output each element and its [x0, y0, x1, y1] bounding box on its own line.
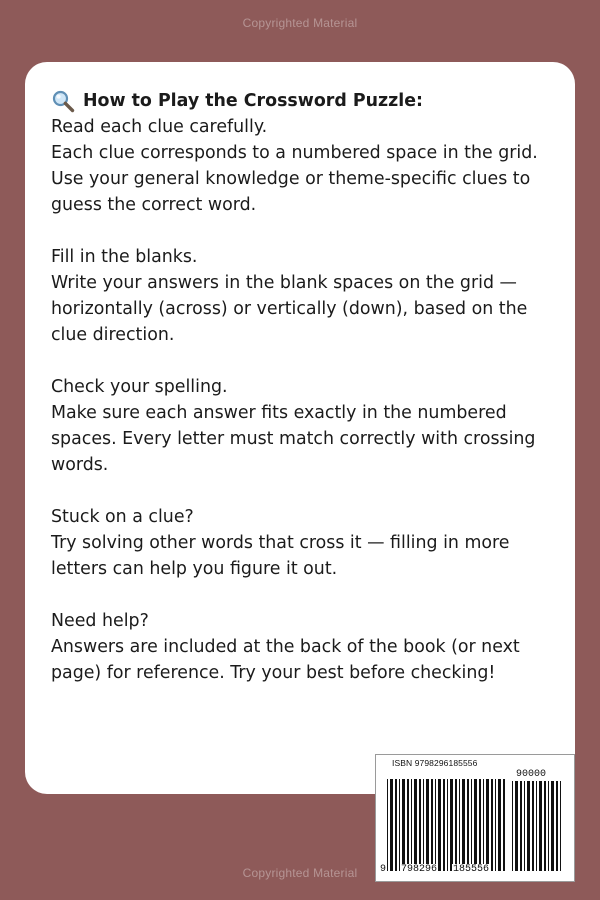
- section-body: Write your answers in the blank spaces on the grid — horizontally (across) or vertically (down), based on the clue direction.: [51, 273, 528, 345]
- section-fill-blanks: [51, 244, 556, 348]
- barcode-left-digits: 798296: [401, 864, 438, 875]
- instructions-card: [25, 62, 575, 794]
- instructions-title: How to Play the Crossword Puzzle:: [83, 91, 423, 111]
- section-heading: Read each clue carefully.: [51, 117, 268, 137]
- section-need-help: [51, 608, 556, 686]
- ean-barcode-bars: [387, 779, 509, 871]
- section-stuck: [51, 504, 556, 582]
- isbn-barcode: [375, 754, 575, 882]
- addon-barcode-bars: [512, 781, 564, 871]
- section-read-clues: [51, 114, 556, 218]
- section-body: Try solving other words that cross it — filling in more letters can help you figure it out.: [51, 533, 510, 579]
- copyright-watermark-bottom: Copyrighted Material: [242, 866, 358, 880]
- instructions-content: [51, 88, 556, 686]
- section-heading: Check your spelling.: [51, 377, 228, 397]
- section-body: Answers are included at the back of the book (or next page) for reference. Try your best before checking!: [51, 637, 520, 683]
- magnifying-glass-icon: [51, 89, 75, 113]
- barcode-first-digit: 9: [380, 864, 387, 875]
- section-heading: Fill in the blanks.: [51, 247, 198, 267]
- section-heading: Need help?: [51, 611, 149, 631]
- section-body: Make sure each answer fits exactly in the numbered spaces. Every letter must match correctly with crossing words.: [51, 403, 536, 475]
- instructions-heading: [51, 88, 556, 114]
- section-check-spelling: [51, 374, 556, 478]
- section-body: Each clue corresponds to a numbered space in the grid. Use your general knowledge or theme-specific clues to guess the correct word.: [51, 143, 538, 215]
- copyright-watermark-top: Copyrighted Material: [242, 16, 358, 30]
- isbn-label: ISBN 9798296185556: [392, 758, 478, 768]
- price-code: 90000: [516, 769, 547, 780]
- section-heading: Stuck on a clue?: [51, 507, 194, 527]
- barcode-right-digits: 185556: [453, 864, 490, 875]
